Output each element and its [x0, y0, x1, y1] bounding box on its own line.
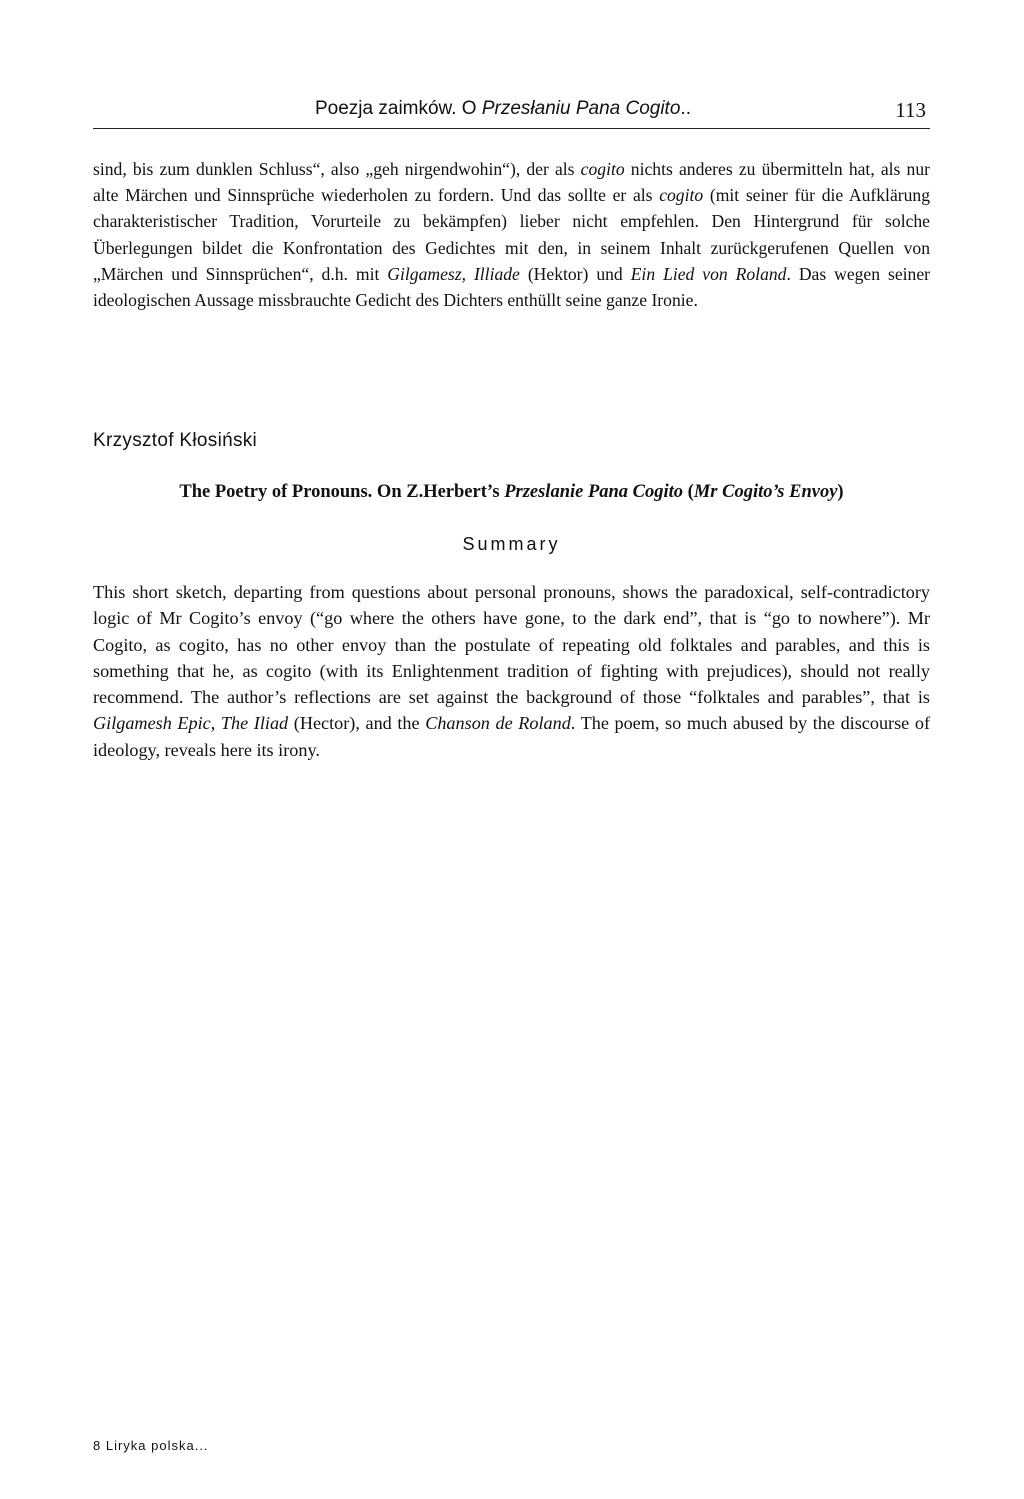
- page-header: [93, 98, 930, 129]
- german-paragraph: sind, bis zum dunklen Schluss“, also „geh nirgendwohin“), der als cogito nichts anderes zu übermitteln hat, als nur alte Märchen und Sinnsprüche wiederholen zu fordern. Und das sollte er als cogito (mit seiner für die Aufklärung charakteristischer Tradition, Vorurteile zu bekämpfen) lieber nicht empfehlen. Den Hintergrund für solche Überlegungen bildet die Konfrontation des Gedichtes mit den, in seinem Inhalt zurückgerufenen Quellen von „Märchen und Sinnsprüchen“, d.h. mit Gilgamesz, Illiade (Hektor) und Ein Lied von Roland. Das wegen seiner ideologischen Aussage missbrauchte Gedicht des Dichters enthüllt seine ganze Ironie.: [93, 159, 931, 311]
- page-number: 113: [895, 98, 926, 122]
- signature-footer: 8 Liryka polska...: [93, 1438, 209, 1453]
- summary-heading: Summary: [462, 534, 561, 554]
- running-head: Poezja zaimków. O Przesłaniu Pana Cogito..: [315, 98, 691, 119]
- english-summary-paragraph: This short sketch, departing from questions about personal pronouns, shows the paradoxical, self-contradictory logic of Mr Cogito’s envoy (“go where the others have gone, to the dark end”, that is “go to nowhere”). Mr Cogito, as cogito, has no other envoy than the postulate of repeating old folktales and parables, and this is something that he, as cogito (with its Enlightenment tradition of fighting with prejudices), should not really recommend. The author’s reflections are set against the background of those “folktales and parables”, that is Gilgamesh Epic, The Iliad (Hector), and the Chanson de Roland. The poem, so much abused by the discourse of ideology, reveals here its irony.: [93, 582, 931, 760]
- author-name: Krzysztof Kłosiński: [93, 430, 258, 451]
- article-title: The Poetry of Pronouns. On Z.Herbert’s Przeslanie Pana Cogito (Mr Cogito’s Envoy): [179, 482, 844, 502]
